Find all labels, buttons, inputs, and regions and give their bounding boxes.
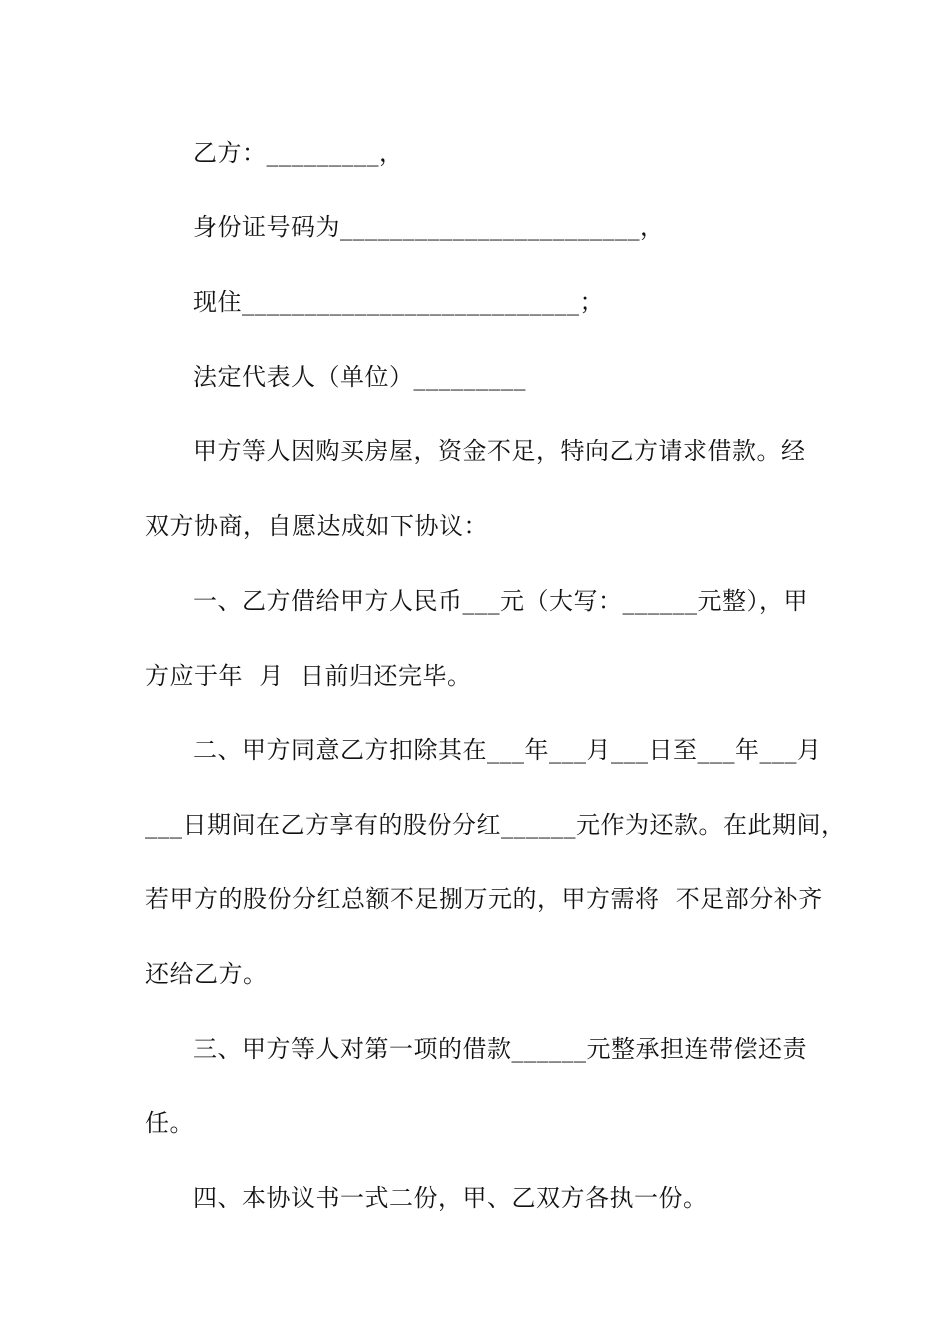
- preamble-line-1: 甲方等人因购买房屋，资金不足，特向乙方请求借款。经: [193, 437, 806, 465]
- clause-3-line-2: 任。: [145, 1109, 194, 1137]
- preamble-line-2: 双方协商，自愿达成如下协议：: [145, 512, 488, 540]
- clause-2-line-4: 还给乙方。: [145, 960, 268, 988]
- address-line: 现住___________________________；: [193, 288, 604, 316]
- clause-2-line-3: 若甲方的股份分红总额不足捌万元的，甲方需将 不足部分补齐: [145, 885, 823, 913]
- clause-1-line-1: 一、乙方借给甲方人民币___元（大写：______元整），甲: [193, 587, 808, 615]
- clause-3-line-1: 三、甲方等人对第一项的借款______元整承担连带偿还责: [193, 1035, 807, 1063]
- party-b-line: 乙方：_________，: [193, 139, 404, 167]
- id-number-line: 身份证号码为________________________，: [193, 213, 665, 241]
- clause-2-line-1: 二、甲方同意乙方扣除其在___年___月___日至___年___月: [193, 736, 822, 764]
- legal-representative-line: 法定代表人（单位）_________: [193, 363, 526, 391]
- clause-4-line-1: 四、本协议书一式二份，甲、乙双方各执一份。: [193, 1184, 708, 1212]
- clause-1-line-2: 方应于年 月 日前归还完毕。: [145, 662, 472, 690]
- clause-2-line-2: ___日期间在乙方享有的股份分红______元作为还款。在此期间，: [145, 811, 846, 839]
